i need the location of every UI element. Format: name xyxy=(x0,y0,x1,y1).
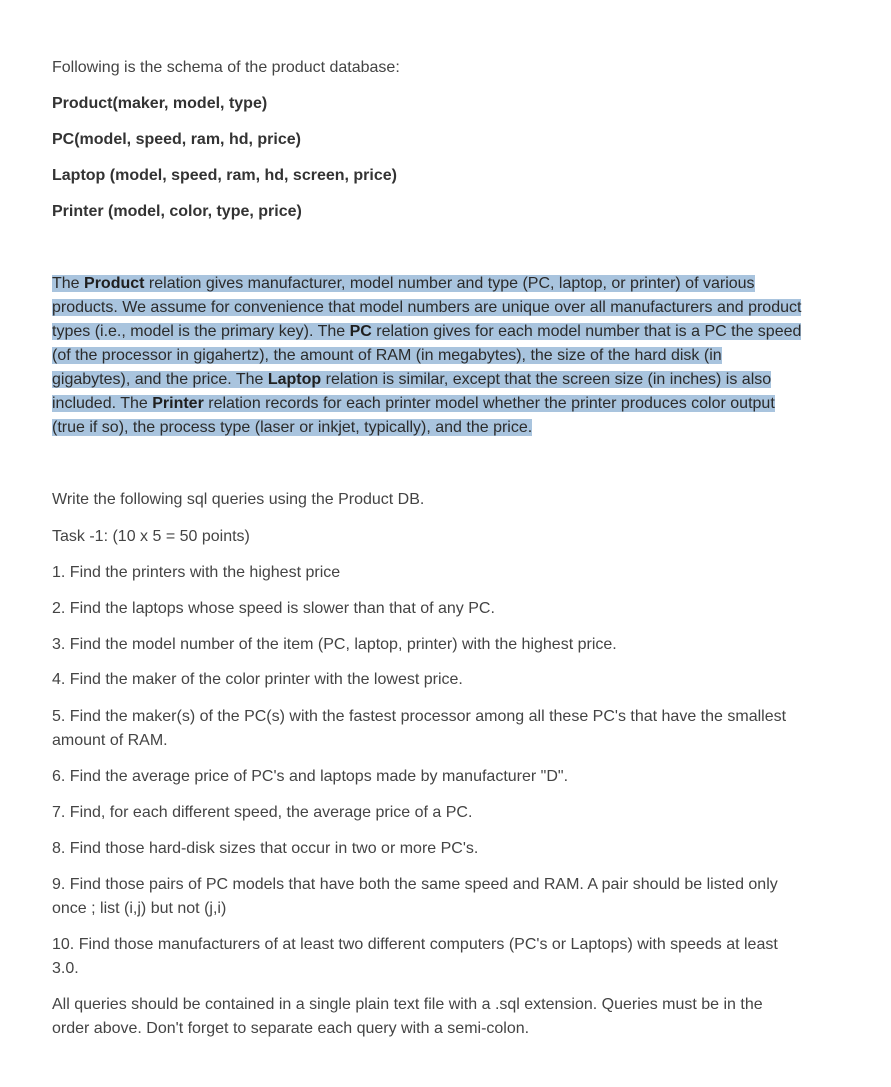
laptop-relation-term: Laptop xyxy=(267,371,322,388)
task-item: 1. Find the printers with the highest price xyxy=(52,564,341,581)
text-selection-highlight: The Product relation gives manufacturer, model number and type (PC, laptop, or printer) of various products. We assume for convenience that model numbers are unique over all manufacturers and product types (i.e., model is the primary key). The PC relation gives for each model number that is a PC the speed (of the processor in gigahertz), the amount of RAM (in megabytes), the size of the hard disk (in gigabytes), and the price. The Laptop relation is similar, except that the screen size (in inches) is also included. The Printer relation records for each printer model whether the printer produces color output (true if so), the process type (laser or inkjet, typically), and the price. xyxy=(52,275,802,436)
task-item: 3. Find the model number of the item (PC, laptop, printer) with the highest price. xyxy=(52,636,617,653)
task-item: 10. Find those manufacturers of at least two different computers (PC's or Laptops) with speeds at least 3.0. xyxy=(52,936,778,977)
schema-printer: Printer (model, color, type, price) xyxy=(52,203,302,220)
closing-note: All queries should be contained in a single plain text file with a .sql extension. Queries must be in the order above. Don't forget to separate each query with a semi-colon. xyxy=(52,996,763,1037)
task-item: 4. Find the maker of the color printer with the lowest price. xyxy=(52,671,463,688)
selected-description-paragraph xyxy=(52,272,802,440)
task-item: 2. Find the laptops whose speed is slower than that of any PC. xyxy=(52,600,495,617)
product-relation-term: Product xyxy=(84,275,145,292)
task-item: 5. Find the maker(s) of the PC(s) with the fastest processor among all these PC's that have the smallest amount of RAM. xyxy=(52,708,787,749)
task-heading: Task -1: (10 x 5 = 50 points) xyxy=(52,528,250,545)
schema-product: Product(maker, model, type) xyxy=(52,95,268,112)
task-item: 7. Find, for each different speed, the average price of a PC. xyxy=(52,804,473,821)
pc-relation-term: PC xyxy=(349,323,372,340)
task-item: 6. Find the average price of PC's and laptops made by manufacturer "D". xyxy=(52,768,569,785)
task-item: 9. Find those pairs of PC models that have both the same speed and RAM. A pair should be listed only once ; list (i,j) but not (j,i) xyxy=(52,876,778,917)
intro-text: Following is the schema of the product database: xyxy=(52,59,400,76)
schema-laptop: Laptop (model, speed, ram, hd, screen, price) xyxy=(52,167,397,184)
instruction-text: Write the following sql queries using the Product DB. xyxy=(52,491,425,508)
printer-relation-term: Printer xyxy=(152,395,204,412)
schema-pc: PC(model, speed, ram, hd, price) xyxy=(52,131,301,148)
task-item: 8. Find those hard-disk sizes that occur in two or more PC's. xyxy=(52,840,479,857)
